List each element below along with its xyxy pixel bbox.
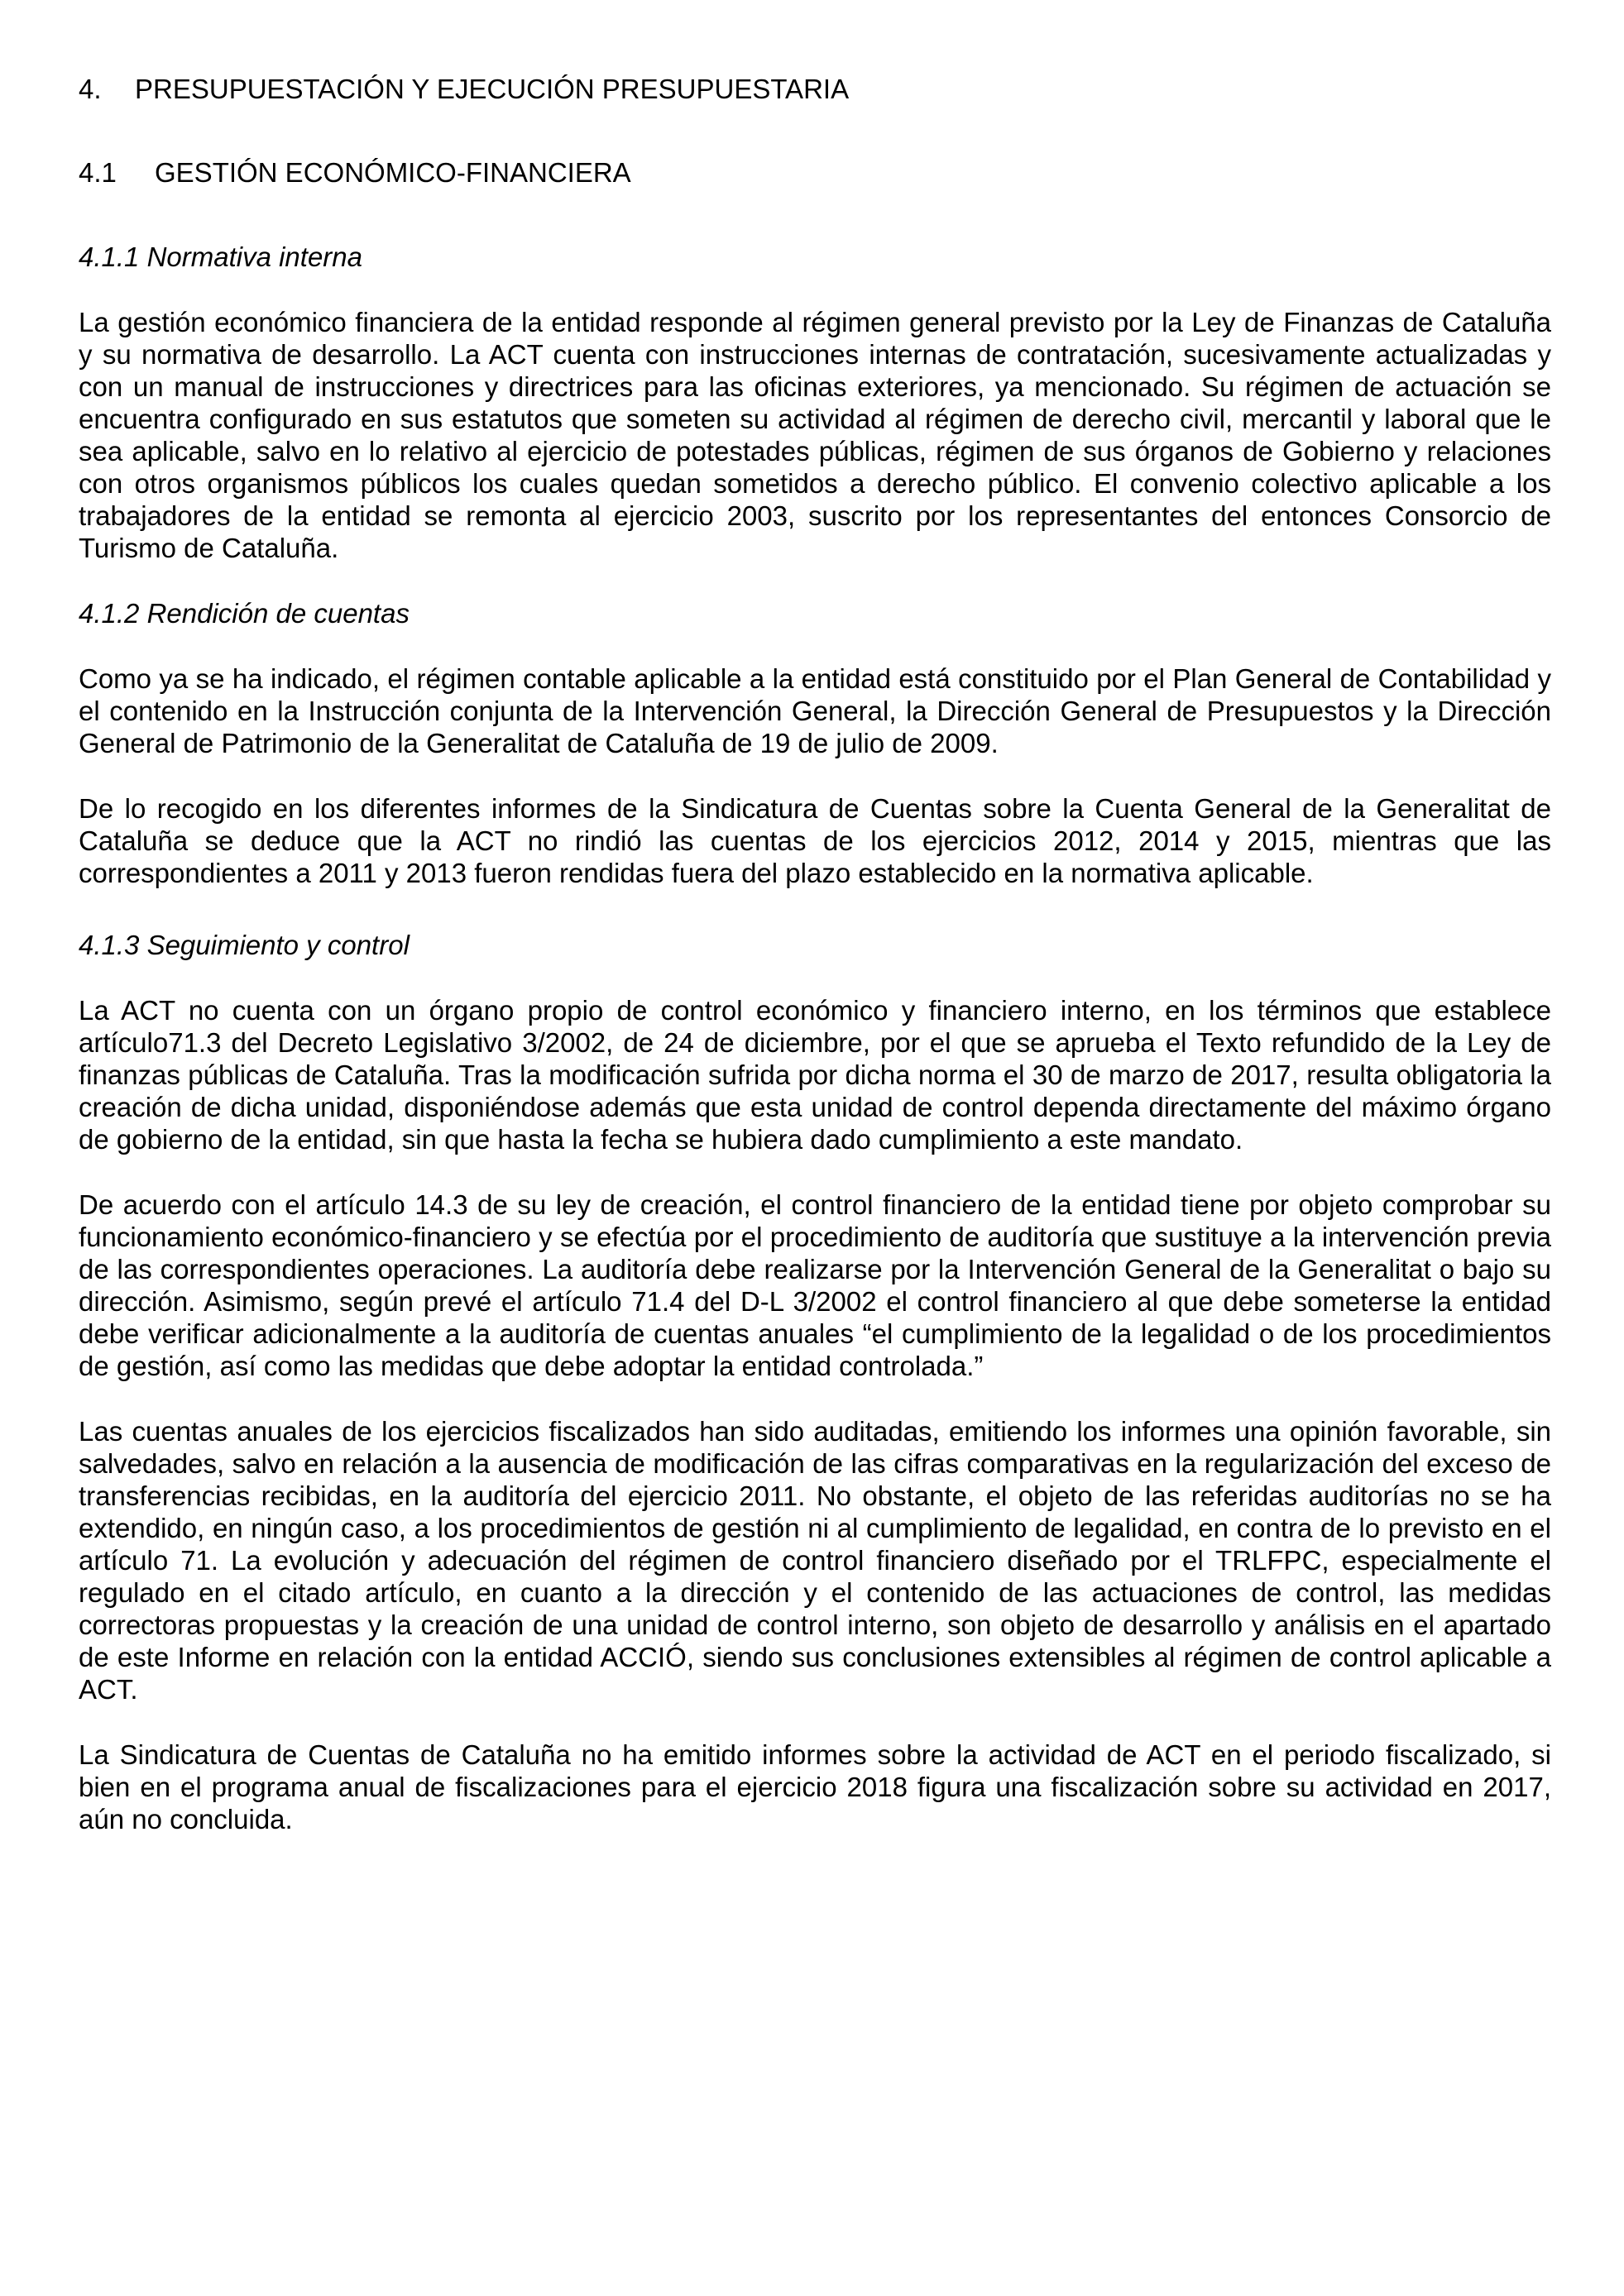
paragraph-normativa-interna: La gestión económico financiera de la entidad responde al régimen general previsto por la Ley de Finanzas de Cataluña y su normativa de desarrollo. La ACT cuenta con instrucciones internas de contratación, sucesivamente actualizadas y con un manual de instrucciones y directrices para las oficinas exteriores, ya mencionado. Su régimen de actuación se encuentra configurado en sus estatutos que someten su actividad al régimen de derecho civil, mercantil y laboral que le sea aplicable, salvo en lo relativo al ejercicio de potestades públicas, régimen de sus órganos de Gobierno y relaciones con otros organismos públicos los cuales quedan sometidos a derecho público. El convenio colectivo aplicable a los trabajadores de la entidad se remonta al ejercicio 2003, suscrito por los representantes del entonces Consorcio de Turismo de Cataluña.: [79, 307, 1551, 563]
section-title: PRESUPUESTACIÓN Y EJECUCIÓN PRESUPUESTARIA: [135, 74, 850, 104]
heading-normativa-interna: 4.1.1 Normativa interna: [79, 242, 363, 272]
paragraph-regimen-contable: Como ya se ha indicado, el régimen contable aplicable a la entidad está constituido por el Plan General de Contabilidad y el contenido en la Instrucción conjunta de la Intervención General, la Dirección General de Presupuestos y la Dirección General de Patrimonio de la Generalitat de Cataluña de 19 de julio de 2009.: [79, 663, 1551, 758]
document-page: [79, 73, 1551, 1868]
subsection-number: 4.1: [79, 157, 117, 188]
section-number: 4.: [79, 74, 102, 104]
heading-rendicion-de-cuentas: 4.1.2 Rendición de cuentas: [79, 598, 410, 629]
heading-seguimiento-y-control: 4.1.3 Seguimiento y control: [79, 930, 410, 960]
paragraph-sindicatura-informes: La Sindicatura de Cuentas de Cataluña no ha emitido informes sobre la actividad de ACT en el periodo fiscalizado, si bien en el programa anual de fiscalizaciones para el ejercicio 2018 figura una fiscalización sobre su actividad en 2017, aún no concluida.: [79, 1739, 1551, 1834]
section-heading: [79, 73, 1551, 105]
paragraph-cuentas-auditadas: Las cuentas anuales de los ejercicios fiscalizados han sido auditadas, emitiendo los informes una opinión favorable, sin salvedades, salvo en relación a la ausencia de modificación de las cifras comparativas en la regularización del exceso de transferencias recibidas, en la auditoría del ejercicio 2011. No obstante, el objeto de las referidas auditorías no se ha extendido, en ningún caso, a los procedimientos de gestión ni al cumplimiento de legalidad, en contra de lo previsto en el artículo 71. La evolución y adecuación del régimen de control financiero diseñado por el TRLFPC, especialmente el regulado en el citado artículo, en cuanto a la dirección y el contenido de las actuaciones de control, las medidas correctoras propuestas y la creación de una unidad de control interno, son objeto de desarrollo y análisis en el apartado de este Informe en relación con la entidad ACCIÓ, siendo sus conclusiones extensibles al régimen de control aplicable a ACT.: [79, 1416, 1551, 1705]
subsection-heading: [79, 156, 1551, 189]
subsection-title: GESTIÓN ECONÓMICO-FINANCIERA: [155, 157, 631, 188]
paragraph-control-financiero: De acuerdo con el artículo 14.3 de su ley de creación, el control financiero de la entidad tiene por objeto comprobar su funcionamiento económico-financiero y se efectúa por el procedimiento de auditoría que sustituye a la intervención previa de las correspondientes operaciones. La auditoría debe realizarse por la Intervención General de la Generalitat o bajo su dirección. Asimismo, según prevé el artículo 71.4 del D-L 3/2002 el control financiero al que debe someterse la entidad debe verificar adicionalmente a la auditoría de cuentas anuales “el cumplimiento de la legalidad o de los procedimientos de gestión, así como las medidas que debe adoptar la entidad controlada.”: [79, 1189, 1551, 1381]
paragraph-rendicion-ejercicios: De lo recogido en los diferentes informes de la Sindicatura de Cuentas sobre la Cuenta General de la Generalitat de Cataluña se deduce que la ACT no rindió las cuentas de los ejercicios 2012, 2014 y 2015, mientras que las correspondientes a 2011 y 2013 fueron rendidas fuera del plazo establecido en la normativa aplicable.: [79, 793, 1551, 888]
paragraph-organo-control: La ACT no cuenta con un órgano propio de control económico y financiero interno, en los términos que establece artículo71.3 del Decreto Legislativo 3/2002, de 24 de diciembre, por el que se aprueba el Texto refundido de la Ley de finanzas públicas de Cataluña. Tras la modificación sufrida por dicha norma el 30 de marzo de 2017, resulta obligatoria la creación de dicha unidad, disponiéndose además que esta unidad de control dependa directamente del máximo órgano de gobierno de la entidad, sin que hasta la fecha se hubiera dado cumplimiento a este mandato.: [79, 995, 1551, 1155]
